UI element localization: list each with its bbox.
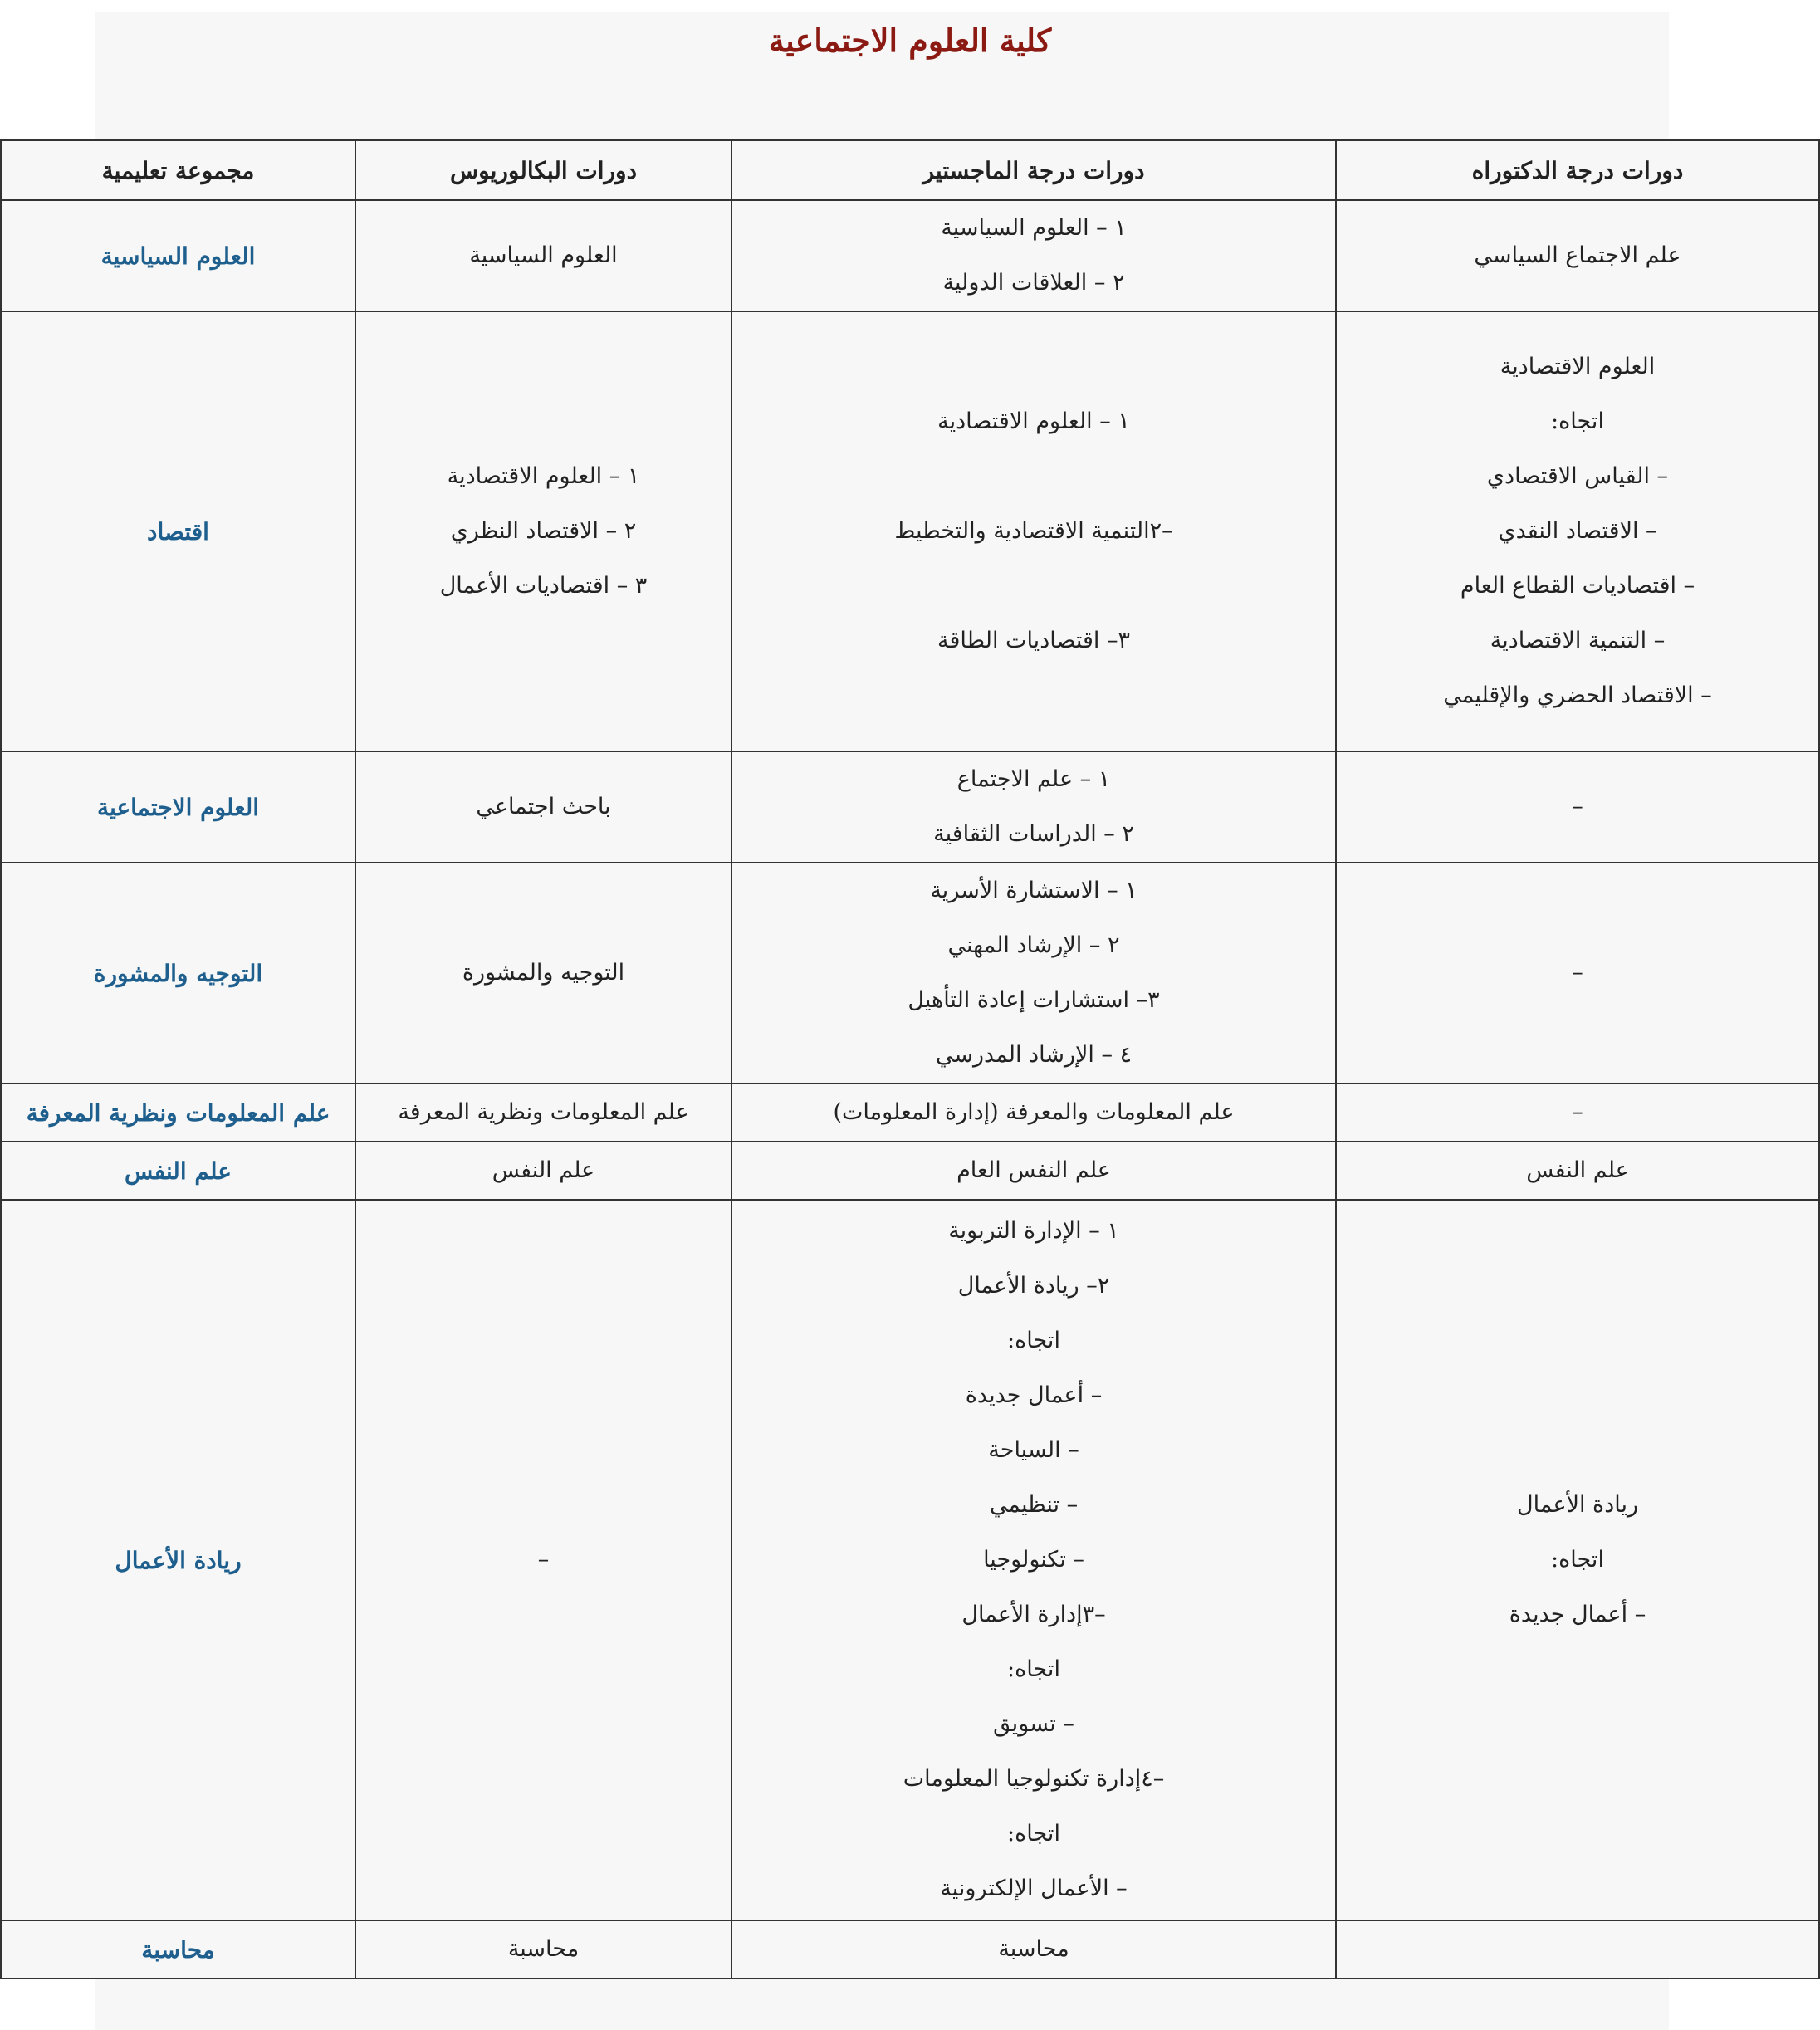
cell-line: محاسبة (998, 1936, 1069, 1962)
cell-line: علم المعلومات ونظرية المعرفة (398, 1099, 689, 1125)
table-row (1, 1200, 1819, 1920)
table-row (1, 751, 1819, 863)
phd-cell (1336, 751, 1819, 863)
group-cell: ريادة الأعمال (1, 1200, 355, 1920)
bachelor-cell (355, 751, 731, 863)
phd-cell (1336, 311, 1819, 751)
header-row (1, 140, 1819, 200)
cell-line: ١ – الاستشارة الأسرية (930, 878, 1138, 903)
table-row (1, 1083, 1819, 1142)
header-phd: دورات درجة الدكتوراه (1336, 140, 1819, 200)
courses-table (0, 139, 1820, 1979)
table-row (1, 1920, 1819, 1979)
masters-cell (731, 311, 1336, 751)
cell-line: علم الاجتماع السياسي (1474, 242, 1681, 268)
cell-line: ٢ – الإرشاد المهني (947, 932, 1120, 958)
table-row (1, 311, 1819, 751)
bachelor-cell (355, 1142, 731, 1200)
cell-line: اتجاه: (1007, 1656, 1060, 1682)
cell-line: ٣– استشارات إعادة التأهيل (908, 987, 1160, 1013)
phd-cell (1336, 200, 1819, 311)
cell-line: اتجاه: (1551, 1547, 1604, 1573)
cell-line: ١ – علم الاجتماع (956, 766, 1111, 792)
cell-line: – القياس الاقتصادي (1486, 463, 1669, 489)
cell-line: علم النفس (492, 1157, 595, 1183)
phd-cell (1336, 1083, 1819, 1142)
cell-line: ٢ – الاقتصاد النظري (450, 518, 637, 544)
group-cell: محاسبة (1, 1920, 355, 1979)
table-row (1, 1142, 1819, 1200)
cell-line: علم النفس العام (956, 1157, 1111, 1183)
cell-line: ريادة الأعمال (1517, 1492, 1638, 1518)
bachelor-cell (355, 1200, 731, 1920)
cell-line: –٤إدارة تكنولوجيا المعلومات (903, 1766, 1165, 1792)
group-cell: العلوم السياسية (1, 200, 355, 311)
cell-line: ٢ – العلاقات الدولية (942, 270, 1125, 296)
cell-line: – السياحة (988, 1437, 1079, 1463)
cell-line: – (537, 1547, 550, 1573)
cell-line: ٤ – الإرشاد المدرسي (935, 1042, 1133, 1068)
phd-cell (1336, 1142, 1819, 1200)
header-group: مجموعة تعليمية (1, 140, 355, 200)
cell-line: ٣ – اقتصاديات الأعمال (439, 573, 648, 599)
masters-cell (731, 1920, 1336, 1979)
bachelor-cell (355, 1083, 731, 1142)
cell-line (741, 449, 1327, 504)
bachelor-cell (355, 311, 731, 751)
cell-line: اتجاه: (1007, 1821, 1060, 1847)
header-masters: دورات درجة الماجستير (731, 140, 1336, 200)
cell-line: ١ – العلوم الاقتصادية (447, 463, 640, 489)
phd-cell (1336, 863, 1819, 1083)
cell-line (1345, 1925, 1810, 1974)
table-row (1, 863, 1819, 1083)
cell-line: علم المعلومات والمعرفة (إدارة المعلومات) (833, 1099, 1235, 1125)
cell-line: اتجاه: (1551, 408, 1604, 434)
cell-line: – تكنولوجيا (983, 1547, 1084, 1573)
cell-line: – (1572, 960, 1583, 986)
cell-line: ٣– اقتصاديات الطاقة (937, 628, 1131, 653)
cell-line: – أعمال جديدة (1509, 1602, 1646, 1627)
bachelor-cell (355, 863, 731, 1083)
cell-line: – التنمية الاقتصادية (1490, 628, 1666, 653)
cell-line: ٢– ريادة الأعمال (957, 1273, 1110, 1299)
cell-line: – (1572, 794, 1583, 819)
masters-cell (731, 751, 1336, 863)
phd-cell (1336, 1200, 1819, 1920)
cell-line: –٢التنمية الاقتصادية والتخطيط (894, 518, 1173, 544)
page-title: كلية العلوم الاجتماعية (768, 22, 1052, 59)
cell-line: – أعمال جديدة (965, 1382, 1103, 1408)
bachelor-cell (355, 200, 731, 311)
cell-line (741, 559, 1327, 614)
group-cell: التوجيه والمشورة (1, 863, 355, 1083)
masters-cell (731, 200, 1336, 311)
cell-line: باحث اجتماعي (476, 794, 611, 819)
cell-line: – تنظيمي (989, 1492, 1079, 1518)
group-cell: اقتصاد (1, 311, 355, 751)
cell-line: – تسويق (993, 1711, 1074, 1737)
cell-line: ١ – العلوم الاقتصادية (937, 408, 1130, 434)
masters-cell (731, 1200, 1336, 1920)
cell-line: التوجيه والمشورة (462, 960, 625, 986)
bachelor-cell (355, 1920, 731, 1979)
cell-line: العلوم الاقتصادية (1500, 354, 1656, 379)
cell-line: – الاقتصاد النقدي (1498, 518, 1657, 544)
masters-cell (731, 1142, 1336, 1200)
cell-line: اتجاه: (1007, 1328, 1060, 1353)
table-row (1, 200, 1819, 311)
cell-line: ١ – العلوم السياسية (941, 215, 1127, 241)
cell-line: – اقتصاديات القطاع العام (1460, 573, 1695, 599)
cell-line: العلوم السياسية (469, 242, 618, 268)
header-bachelor: دورات البكالوريوس (355, 140, 731, 200)
masters-cell (731, 1083, 1336, 1142)
cell-line: ٢ – الدراسات الثقافية (933, 821, 1134, 847)
masters-cell (731, 863, 1336, 1083)
cell-line: محاسبة (507, 1936, 580, 1962)
cell-line: – (1572, 1099, 1583, 1125)
phd-cell (1336, 1920, 1819, 1979)
group-cell: علم المعلومات ونظرية المعرفة (1, 1083, 355, 1142)
cell-line: – الاقتصاد الحضري والإقليمي (1443, 682, 1712, 708)
cell-line: ١ – الإدارة التربوية (948, 1218, 1119, 1244)
cell-line: –٣إدارة الأعمال (961, 1602, 1106, 1627)
cell-line: علم النفس (1526, 1157, 1629, 1183)
group-cell: العلوم الاجتماعية (1, 751, 355, 863)
cell-line: – الأعمال الإلكترونية (940, 1876, 1128, 1901)
group-cell: علم النفس (1, 1142, 355, 1200)
